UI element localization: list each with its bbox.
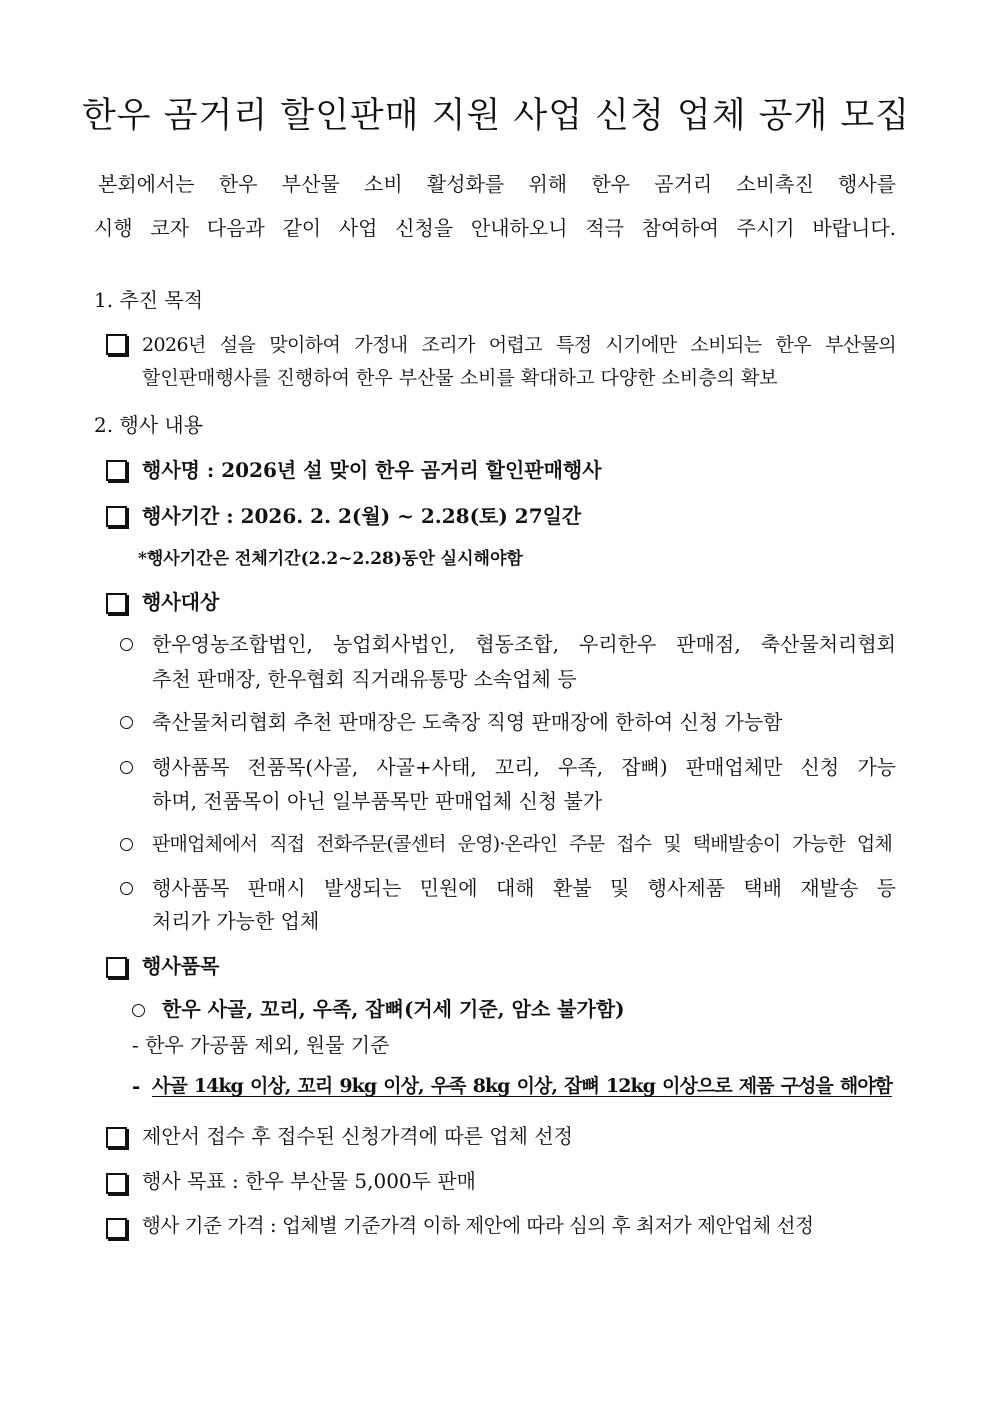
items-heading: 행사품목 <box>142 954 220 978</box>
target-3-line-1: 행사품목 전품목(사골, 사골+사태, 꼬리, 우족, 잡뼈) 판매업체만 신청 가능 <box>152 755 896 779</box>
checkbox-square-icon <box>106 1173 127 1194</box>
items-note-2-dash: - <box>132 1074 141 1098</box>
checkbox-square-icon <box>106 334 127 355</box>
bullet-circle-icon <box>132 1004 145 1017</box>
checkbox-square-icon <box>106 593 127 614</box>
event-period: 행사기간 : 2026. 2. 2(월) ~ 2.28(토) 27일간 <box>142 504 582 528</box>
target-4-line-1: 판매업체에서 직접 전화주문(콜센터 운영)·온라인 주문 접수 및 택배발송이 가능한 업체 <box>152 833 892 855</box>
price-line: 행사 기준 가격 : 업체별 기준가격 이하 제안에 따라 심의 후 최저가 제안업체 선정 <box>142 1214 814 1237</box>
target-5-line-2: 처리가 가능한 업체 <box>152 909 320 933</box>
target-2-line-1: 축산물처리협회 추천 판매장은 도축장 직영 판매장에 한하여 신청 가능함 <box>152 710 783 734</box>
purpose-line-2: 할인판매행사를 진행하여 한우 부산물 소비를 확대하고 다양한 소비층의 확보 <box>142 367 778 389</box>
bullet-circle-icon <box>120 838 133 851</box>
bullet-circle-icon <box>120 716 133 729</box>
checkbox-square-icon <box>106 957 127 978</box>
goal-line: 행사 목표 : 한우 부산물 5,000두 판매 <box>142 1169 476 1193</box>
period-note: *행사기간은 전체기간(2.2~2.28)동안 실시해야함 <box>138 549 523 569</box>
checkbox-square-icon <box>106 1127 127 1148</box>
section-1-heading: 1. 추진 목적 <box>94 288 204 312</box>
checkbox-square-icon <box>106 460 127 481</box>
event-name: 행사명 : 2026년 설 맞이 한우 곰거리 할인판매행사 <box>142 458 602 482</box>
intro-line-2: 시행 코자 다음과 같이 사업 신청을 안내하오니 적극 참여하여 주시기 바랍니다. <box>94 216 896 240</box>
bullet-circle-icon <box>120 761 133 774</box>
bullet-circle-icon <box>120 638 133 651</box>
target-1-line-2: 추천 판매장, 한우협회 직거래유통망 소속업체 등 <box>152 667 577 691</box>
bullet-circle-icon <box>120 882 133 895</box>
target-heading: 행사대상 <box>142 590 220 614</box>
target-1-line-1: 한우영농조합법인, 농업회사법인, 협동조합, 우리한우 판매점, 축산물처리협회 <box>152 632 896 656</box>
target-5-line-1: 행사품목 판매시 발생되는 민원에 대해 환불 및 행사제품 택배 재발송 등 <box>152 876 896 900</box>
items-main: 한우 사골, 꼬리, 우족, 잡뼈(거세 기준, 암소 불가함) <box>162 997 625 1021</box>
checkbox-square-icon <box>106 506 127 527</box>
selection-line: 제안서 접수 후 접수된 신청가격에 따른 업체 선정 <box>142 1124 573 1148</box>
items-note-1: - 한우 가공품 제외, 원물 기준 <box>132 1033 390 1057</box>
target-3-line-2: 하며, 전품목이 아닌 일부품목만 판매업체 신청 불가 <box>152 789 603 813</box>
purpose-line-1: 2026년 설을 맞이하여 가정내 조리가 어렵고 특정 시기에만 소비되는 한우 부산물의 <box>142 334 896 356</box>
items-note-2: 사골 14kg 이상, 꼬리 9kg 이상, 우족 8kg 이상, 잡뼈 12kg 이상으로 제품 구성을 해야함 <box>152 1075 892 1097</box>
checkbox-square-icon <box>106 1218 127 1239</box>
page-title: 한우 곰거리 할인판매 지원 사업 신청 업체 공개 모집 <box>81 96 911 136</box>
intro-line-1: 본회에서는 한우 부산물 소비 활성화를 위해 한우 곰거리 소비촉진 행사를 <box>98 172 896 196</box>
section-2-heading: 2. 행사 내용 <box>94 413 204 437</box>
